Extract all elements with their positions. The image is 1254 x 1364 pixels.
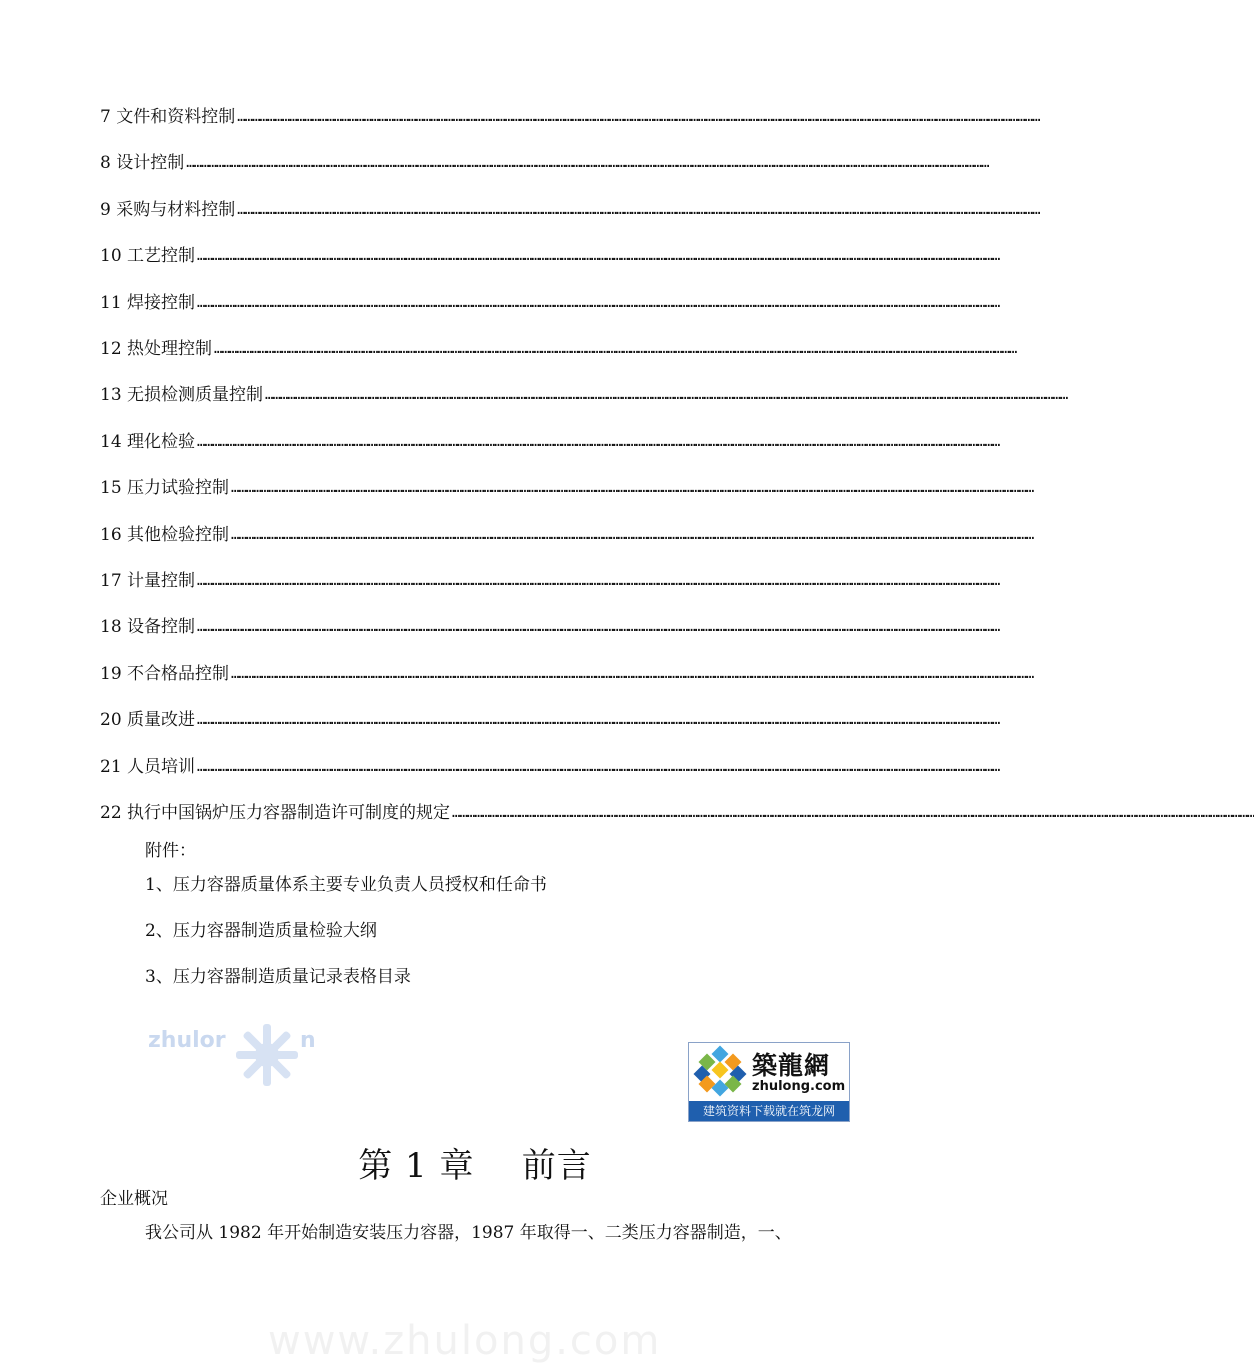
toc-item-label: 20 质量改进 <box>100 710 196 731</box>
faint-watermark-text: zhulor <box>148 1028 226 1053</box>
toc-leader-dots: ……………………………………………………………………………………………………………………………………………………………………………………………………………………………………………………………………………………………… <box>197 248 1000 265</box>
toc-item-label: 21 人员培训 <box>100 756 196 777</box>
toc-leader-dots: ……………………………………………………………………………………………………………………………………………………………………………………………………………………………………………………………………………………………… <box>237 201 1040 218</box>
toc-item[interactable] <box>100 705 1000 731</box>
toc-item[interactable] <box>100 520 1034 546</box>
logo-name: 築龍網 <box>752 1051 831 1080</box>
annex-title: 附件： <box>145 841 196 861</box>
toc-item[interactable] <box>100 473 1034 499</box>
toc-leader-dots: ……………………………………………………………………………………………………………………………………………………………………………………………………………………………………………………………………………………………… <box>231 480 1034 497</box>
toc-item[interactable] <box>100 752 1000 778</box>
toc-item-label: 22 执行中国锅炉压力容器制造许可制度的规定 <box>100 803 451 823</box>
toc-item[interactable] <box>100 566 1000 592</box>
zhulong-pinwheel-icon <box>693 1046 747 1098</box>
snowflake-watermark-icon <box>232 1020 302 1090</box>
toc-item[interactable] <box>100 148 989 174</box>
toc-leader-dots: ……………………………………………………………………………………………………………………………………………………………………………………………………………………………………………………………………………………………… <box>197 433 1000 450</box>
toc-item-label: 7 文件和资料控制 <box>100 107 236 127</box>
toc-item-label: 19 不合格品控制 <box>100 663 230 684</box>
toc-leader-dots: ……………………………………………………………………………………………………………………………………………………………………………………………………………………………………………………………………………………………… <box>237 109 1040 125</box>
toc-item[interactable] <box>100 195 1040 221</box>
toc-item[interactable] <box>100 612 1000 638</box>
logo-slogan: 建筑资料下载就在筑龙网 <box>689 1101 849 1121</box>
toc-item[interactable] <box>100 427 1000 453</box>
toc-leader-dots: ……………………………………………………………………………………………………………………………………………………………………………………………………………………………………………………………………………………………… <box>231 526 1034 543</box>
annex-item-1[interactable]: 1、压力容器质量体系主要专业负责人员授权和任命书 <box>145 875 547 895</box>
toc-leader-dots: ……………………………………………………………………………………………………………………………………………………………………………………………………………………………………………………………………………………………… <box>214 341 1017 357</box>
toc-item-label: 11 焊接控制 <box>100 292 196 313</box>
toc-leader-dots: ……………………………………………………………………………………………………………………………………………………………………………………………………………………………………………………………………………………………… <box>197 573 1000 589</box>
toc-item-label: 18 设备控制 <box>100 617 196 638</box>
toc-item[interactable] <box>100 241 1000 267</box>
toc-leader-dots: ……………………………………………………………………………………………………………………………………………………………………………………………………………………………………………………………………………………………… <box>197 758 1000 775</box>
toc-item[interactable] <box>100 659 1034 685</box>
toc-item-label: 13 无损检测质量控制 <box>100 385 264 406</box>
bottom-watermark: www.zhulong.com <box>268 1318 662 1364</box>
toc-item-label: 10 工艺控制 <box>100 246 196 267</box>
toc-leader-dots: ……………………………………………………………………………………………………………………………………………………………………………………………………………………………………………………………………………………………… <box>197 712 1000 729</box>
toc-item-label: 17 计量控制 <box>100 571 196 591</box>
faint-watermark-logo <box>148 1020 318 1090</box>
annex-item-3[interactable]: 3、压力容器制造质量记录表格目录 <box>145 967 411 987</box>
toc-item-label: 15 压力试验控制 <box>100 478 230 499</box>
section-title: 企业概况 <box>100 1189 168 1209</box>
toc-item[interactable] <box>100 102 1040 128</box>
annex-item-2[interactable]: 2、压力容器制造质量检验大纲 <box>145 921 377 941</box>
toc-item-label: 16 其他检验控制 <box>100 524 230 545</box>
toc-item[interactable] <box>100 380 1068 406</box>
zhulong-logo[interactable] <box>688 1042 850 1122</box>
toc-item[interactable] <box>100 334 1017 360</box>
faint-watermark-text-tail: n <box>300 1028 316 1053</box>
body-paragraph: 我公司从 1982 年开始制造安装压力容器，1987 年取得一、二类压力容器制造，一、 <box>145 1223 792 1243</box>
toc-leader-dots: ……………………………………………………………………………………………………………………………………………………………………………………………………………………………………………………………………………………………… <box>231 665 1034 682</box>
toc-leader-dots: ……………………………………………………………………………………………………………………………………………………………………………………………………………………………………………………………………………………………… <box>452 805 1254 821</box>
toc-leader-dots: ……………………………………………………………………………………………………………………………………………………………………………………………………………………………………………………………………………………………… <box>197 619 1000 636</box>
logo-domain: zhulong.com <box>752 1079 846 1094</box>
toc-item-label: 12 热处理控制 <box>100 339 213 359</box>
toc-item-label: 9 采购与材料控制 <box>100 199 236 220</box>
toc-item[interactable] <box>100 798 1254 824</box>
chapter-title: 第 1 章 前言 <box>358 1146 592 1186</box>
toc-item-label: 14 理化检验 <box>100 431 196 452</box>
toc-item-label: 8 设计控制 <box>100 153 185 174</box>
toc-leader-dots: ……………………………………………………………………………………………………………………………………………………………………………………………………………………………………………………………………………………………… <box>186 155 989 172</box>
toc-item[interactable] <box>100 288 1000 314</box>
toc-leader-dots: ……………………………………………………………………………………………………………………………………………………………………………………………………………………………………………………………………………………………… <box>197 294 1000 311</box>
toc-leader-dots: ……………………………………………………………………………………………………………………………………………………………………………………………………………………………………………………………………………………………… <box>265 387 1068 404</box>
